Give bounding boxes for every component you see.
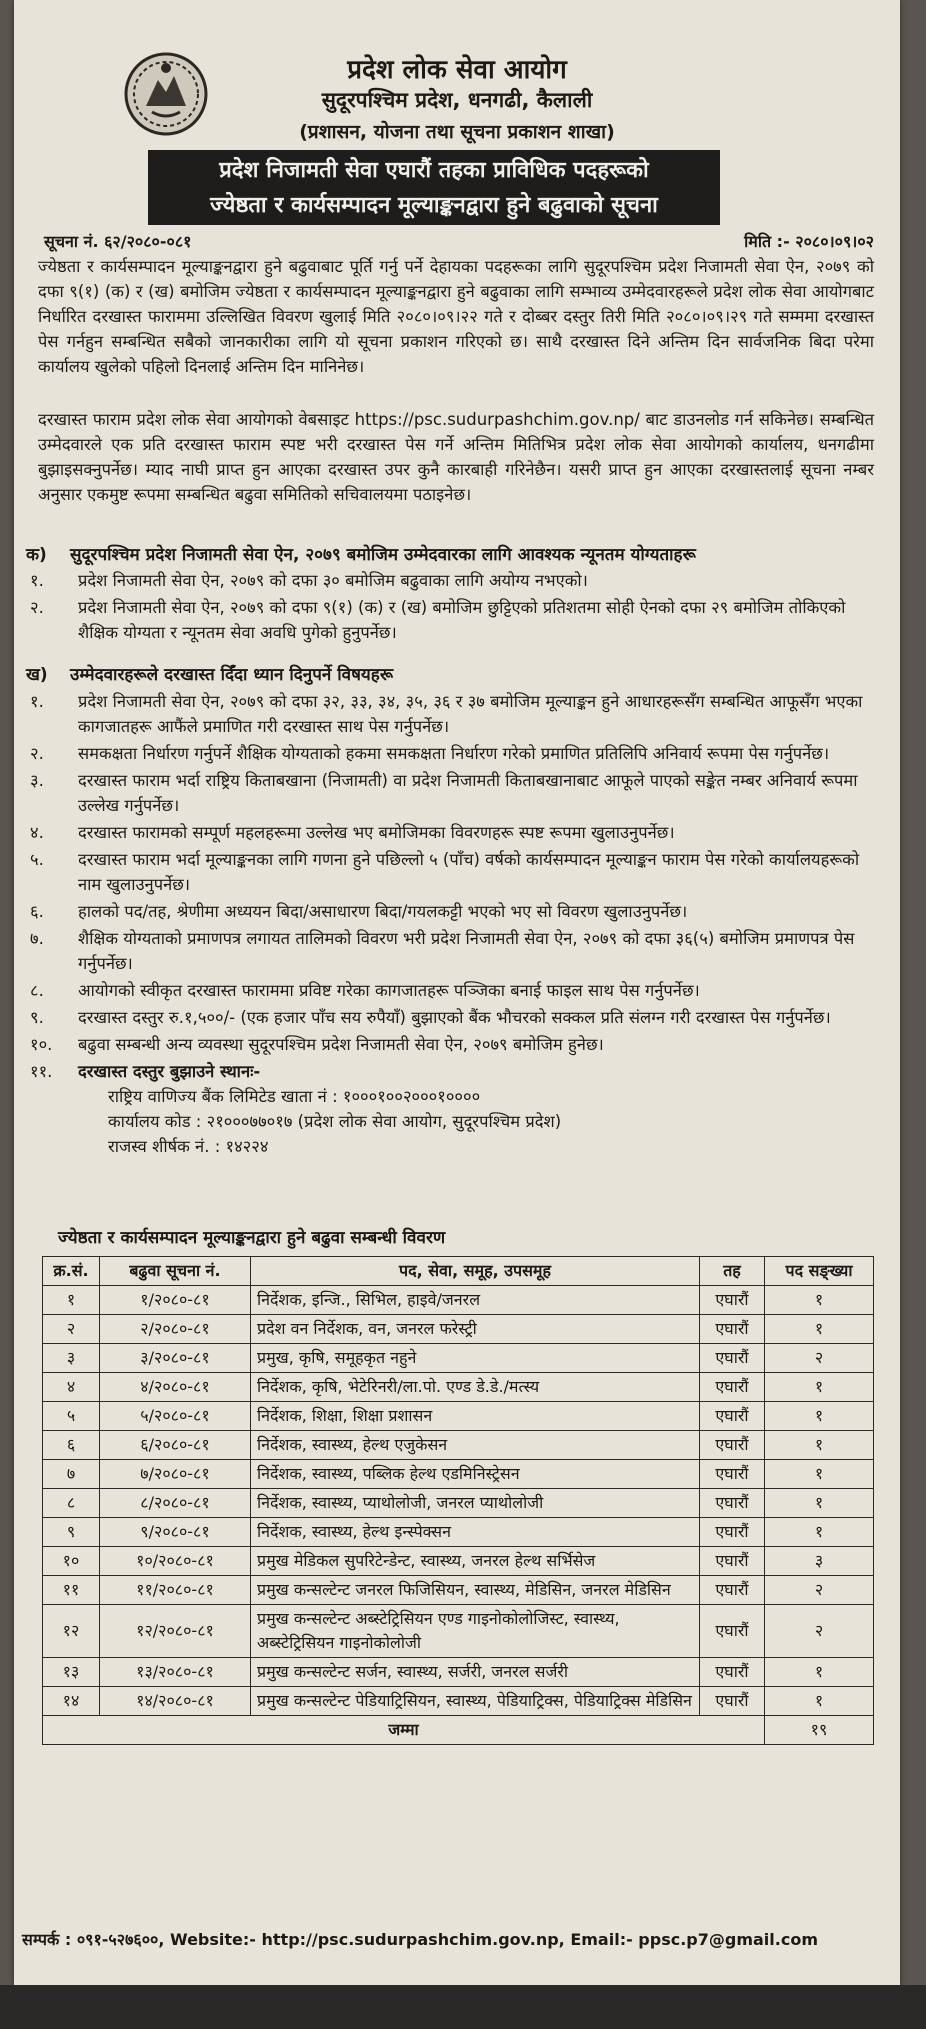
office-code: कार्यालय कोड : २१०००७७०१७ (प्रदेश लोक सेवा आयोग, सुदूरपश्चिम प्रदेश) [108,1112,562,1131]
cell-notice-no: ११/२०८०-८१ [100,1576,251,1605]
promotion-table [42,1256,874,1745]
item-text: बढुवा सम्बन्धी अन्य व्यवस्था सुदूरपश्चिम प्रदेश निजामती सेवा ऐन, २०७९ बमोजिम हुनेछ। [78,1035,604,1054]
cell-level: एघारौं [700,1658,765,1687]
item-text: शैक्षिक योग्यताको प्रमाणपत्र लगायत तालिमको विवरण भरी प्रदेश निजामती सेवा ऐन, २०७९ को दफा ३६(५) बमोजिम प्रमाणपत्र पेस गर्नुपर्नेछ। [78,929,855,973]
background-surface [0,1985,926,2029]
cell-count: १ [765,1286,874,1315]
cell-count: १ [765,1460,874,1489]
cell-sn: ६ [43,1431,100,1460]
section-a-heading [26,542,696,565]
cell-count: १ [765,1315,874,1344]
cell-level: एघारौं [700,1518,765,1547]
section-b-list [28,689,874,1161]
table-row [43,1402,874,1431]
item-text: प्रदेश निजामती सेवा ऐन, २०७९ को दफा ३० बमोजिम बढुवाका लागि अयोग्य नभएको। [78,571,588,590]
cell-count: १ [765,1373,874,1402]
cell-post: निर्देशक, स्वास्थ्य, हेल्थ एजुकेसन [251,1431,700,1460]
item-text: दरखास्त फारामको सम्पूर्ण महलहरूमा उल्लेख भए बमोजिमका विवरणहरू स्पष्ट रूपमा खुलाउनुपर्नेछ। [78,823,675,842]
table-row [43,1373,874,1402]
banner-line-1: प्रदेश निजामती सेवा एघारौं तहका प्राविधिक पदहरूको [219,158,649,183]
list-item [28,978,874,1003]
table-row [43,1460,874,1489]
table-title: ज्येष्ठता र कार्यसम्पादन मूल्याङ्कनद्वारा हुने बढुवा सम्बन्धी विवरण [58,1228,446,1248]
item-number: १. [30,692,44,711]
cell-level: एघारौं [700,1576,765,1605]
cell-sn: ५ [43,1402,100,1431]
cell-level: एघारौं [700,1344,765,1373]
section-a-label: क) [26,545,47,565]
list-item [28,595,874,645]
notice-paper [14,0,900,1985]
total-label: जम्मा [43,1716,765,1745]
col-header-post: पद, सेवा, समूह, उपसमूह [251,1257,700,1286]
cell-notice-no: ३/२०८०-८१ [100,1344,251,1373]
cell-level: एघारौं [700,1460,765,1489]
list-item [28,847,874,897]
section-b-label: ख) [26,665,48,685]
item-number: १. [30,571,44,590]
cell-notice-no: ७/२०८०-८१ [100,1460,251,1489]
item-number: ४. [30,823,44,842]
cell-level: एघारौं [700,1605,765,1658]
instructions-paragraph: दरखास्त फाराम प्रदेश लोक सेवा आयोगको वेबसाइट https://psc.sudurpashchim.gov.np/ बाट डाउनलोड गर्न सकिनेछ। सम्बन्धित उम्मेदवारले एक प्रति दरखास्त फाराम स्पष्ट भरी दरखास्त पेस गर्ने अन्तिम मितिभित्र प्रदेश लोक सेवा आयोगको कार्यालय, धनगढीमा बुझाइसक्नुपर्नेछ। म्याद नाघी प्राप्त हुन आएका दरखास्त उपर कुनै कारबाही गरिनेछैन। यसरी प्राप्त हुन आएका दरखास्तलाई सूचना नम्बर अनुसार एकमुष्ट रूपमा सम्बन्धित बढुवा समितिको सचिवालयमा पठाइनेछ। [38,410,874,504]
cell-sn: ९ [43,1518,100,1547]
cell-post: प्रमुख कन्सल्टेन्ट सर्जन, स्वास्थ्य, सर्जरी, जनरल सर्जरी [251,1658,700,1687]
cell-level: एघारौं [700,1373,765,1402]
item-number: ७. [30,929,44,948]
cell-post: प्रमुख मेडिकल सुपरिटेन्डेन्ट, स्वास्थ्य, जनरल हेल्थ सर्भिसेज [251,1547,700,1576]
cell-level: एघारौं [700,1687,765,1716]
cell-notice-no: ६/२०८०-८१ [100,1431,251,1460]
bank-account: राष्ट्रिय वाणिज्य बैंक लिमिटेड खाता नं : १०००१००२०००१०००० [108,1087,481,1106]
list-item [28,1005,874,1030]
section-a-title: सुदूरपश्चिम प्रदेश निजामती सेवा ऐन, २०७९ बमोजिम उम्मेदवारका लागि आवश्यक न्यूनतम योग्यताहरू [70,545,696,565]
table-row [43,1518,874,1547]
intro-paragraph: ज्येष्ठता र कार्यसम्पादन मूल्याङ्कनद्वारा हुने बढुवाबाट पूर्ति गर्नु पर्ने देहायका पदहरूका लागि सुदूरपश्चिम प्रदेश निजामती सेवा ऐन, २०७९ को दफा ९(१) (क) र (ख) बमोजिम ज्येष्ठता र कार्यसम्पादन मूल्याङ्कनद्वारा हुने बढुवाका लागि सम्भाव्य उम्मेदवारहरूले प्रदेश लोक सेवा आयोगबाट निर्धारित दरखास्त फाराममा उल्लिखित विवरण खुलाई मिति २०८०।०९।२२ गते र दोब्बर दस्तुर तिरी मिति २०८०।०९।२९ गते सम्ममा दरखास्त पेस गर्नहुन सम्बन्धित सबैको जानकारीका लागि यो सूचना प्रकाशन गरिएको छ। साथै दरखास्त दिने अन्तिम दिन सार्वजनिक बिदा परेमा कार्यालय खुलेको पहिलो दिनलाई अन्तिम दिन मानिनेछ। [38,257,874,376]
org-address: सुदूरपश्चिम प्रदेश, धनगढी, कैलाली [321,88,593,112]
cell-count: १ [765,1402,874,1431]
table-row [43,1431,874,1460]
table-row [43,1344,874,1373]
col-header-count: पद सङ्ख्या [765,1257,874,1286]
cell-post: प्रदेश वन निर्देशक, वन, जनरल फरेस्ट्री [251,1315,700,1344]
cell-sn: १ [43,1286,100,1315]
header [14,42,900,147]
item-number: २. [30,744,44,763]
cell-notice-no: ९/२०८०-८१ [100,1518,251,1547]
banner-line-2: ज्येष्ठता र कार्यसम्पादन मूल्याङ्कनद्वारा हुने बढुवाको सूचना [210,193,658,218]
list-item [28,741,874,766]
cell-sn: १३ [43,1658,100,1687]
cell-sn: ७ [43,1460,100,1489]
cell-sn: ८ [43,1489,100,1518]
table-row [43,1658,874,1687]
cell-notice-no: १२/२०८०-८१ [100,1605,251,1658]
cell-notice-no: १३/२०८०-८१ [100,1658,251,1687]
cell-count: १ [765,1687,874,1716]
item-number: १०. [30,1035,53,1054]
table-row [43,1687,874,1716]
cell-sn: १० [43,1547,100,1576]
item-text: दरखास्त दस्तुर रु.१,५००/- (एक हजार पाँच सय रुपैयाँ) बुझाएको बैंक भौचरको सक्कल प्रति संलग्न गरी दरखास्त पेस गर्नुपर्नेछ। [78,1008,831,1027]
cell-sn: १२ [43,1605,100,1658]
item-number: ११. [30,1062,53,1081]
cell-notice-no: ४/२०८०-८१ [100,1373,251,1402]
cell-sn: ११ [43,1576,100,1605]
notice-date: मिति :- २०८०।०९।०२ [744,232,874,251]
list-item [28,689,874,739]
cell-post: प्रमुख, कृषि, समूहकृत नहुने [251,1344,700,1373]
list-item [28,568,874,593]
cell-notice-no: २/२०८०-८१ [100,1315,251,1344]
table-row [43,1605,874,1658]
contact-info: सम्पर्क : ०९१-५२७६००, Website:- http://psc.sudurpashchim.gov.np, Email:- ppsc.p7@gmail.com [22,1930,819,1949]
col-header-sn: क्र.सं. [43,1257,100,1286]
table-row [43,1547,874,1576]
cell-level: एघारौं [700,1489,765,1518]
cell-post: निर्देशक, कृषि, भेटेरिनरी/ला.पो. एण्ड डे.डे./मत्स्य [251,1373,700,1402]
list-item [28,899,874,924]
item-text: दरखास्त फाराम भर्दा मूल्याङ्कनका लागि गणना हुने पछिल्लो ५ (पाँच) वर्षको कार्यसम्पादन मूल्याङ्कन फाराम पेस गरेको कार्यालयहरूको नाम खुलाउनुपर्नेछ। [78,850,860,894]
cell-count: २ [765,1576,874,1605]
list-item [28,768,874,818]
fee-info [28,1059,874,1159]
cell-notice-no: १/२०८०-८१ [100,1286,251,1315]
revenue-head: राजस्व शीर्षक नं. : १४२२४ [108,1137,269,1156]
cell-notice-no: ८/२०८०-८१ [100,1489,251,1518]
cell-sn: ४ [43,1373,100,1402]
org-branch: (प्रशासन, योजना तथा सूचना प्रकाशन शाखा) [299,121,615,143]
list-item [28,1032,874,1057]
cell-sn: ३ [43,1344,100,1373]
list-item [28,926,874,976]
item-number: ६. [30,902,44,921]
cell-level: एघारौं [700,1431,765,1460]
section-b-heading [26,662,393,685]
item-number: ८. [30,981,44,1000]
fee-title: दरखास्त दस्तुर बुझाउने स्थानः- [78,1062,261,1081]
cell-post: निर्देशक, इन्जि., सिभिल, हाइवे/जनरल [251,1286,700,1315]
org-name: प्रदेश लोक सेवा आयोग [347,55,567,85]
table-row [43,1286,874,1315]
section-a-list [28,568,874,647]
cell-count: २ [765,1344,874,1373]
item-text: हालको पद/तह, श्रेणीमा अध्ययन बिदा/असाधारण बिदा/गयलकट्टी भएको भए सो विवरण खुलाउनुपर्नेछ। [78,902,688,921]
table-total-row [43,1716,874,1745]
cell-post: प्रमुख कन्सल्टेन्ट जनरल फिजिसियन, स्वास्थ्य, मेडिसिन, जनरल मेडिसिन [251,1576,700,1605]
cell-level: एघारौं [700,1315,765,1344]
table-header-row [43,1257,874,1286]
item-text: प्रदेश निजामती सेवा ऐन, २०७९ को दफा ९(१) (क) र (ख) बमोजिम छुट्टिएको प्रतिशतमा सोही ऐनको दफा २९ बमोजिम तोकिएको शैक्षिक योग्यता र न्यूनतम सेवा अवधि पुगेको हुनुपर्नेछ। [78,598,846,642]
item-text: दरखास्त फाराम भर्दा राष्ट्रिय किताबखाना (निजामती) वा प्रदेश निजामती किताबखानाबाट आफूले पाएको सङ्केत नम्बर अनिवार्य रूपमा उल्लेख गर्नुपर्नेछ। [78,771,858,815]
cell-count: १ [765,1518,874,1547]
item-number: २. [30,598,44,617]
col-header-level: तह [700,1257,765,1286]
item-text: प्रदेश निजामती सेवा ऐन, २०७९ को दफा ३२, ३३, ३४, ३५, ३६ र ३७ बमोजिम मूल्याङ्कन हुने आधारहरूसँग सम्बन्धित आफूसँग भएका कागजातहरू आफैंले प्रमाणित गरी दरखास्त साथ पेस गर्नुपर्नेछ। [78,692,863,736]
cell-post: निर्देशक, स्वास्थ्य, पब्लिक हेल्थ एडमिनिस्ट्रेसन [251,1460,700,1489]
cell-post: निर्देशक, स्वास्थ्य, प्याथोलोजी, जनरल प्याथोलोजी [251,1489,700,1518]
cell-count: ३ [765,1547,874,1576]
cell-post: निर्देशक, स्वास्थ्य, हेल्थ इन्स्पेक्सन [251,1518,700,1547]
cell-level: एघारौं [700,1547,765,1576]
item-text: समकक्षता निर्धारण गर्नुपर्ने शैक्षिक योग्यताको हकमा समकक्षता निर्धारण गरेको प्रमाणित प्रतिलिपि अनिवार्य रूपमा पेस गर्नुपर्नेछ। [78,744,830,763]
cell-level: एघारौं [700,1402,765,1431]
cell-post: निर्देशक, शिक्षा, शिक्षा प्रशासन [251,1402,700,1431]
cell-notice-no: १४/२०८०-८१ [100,1687,251,1716]
table-row [43,1315,874,1344]
table-row [43,1576,874,1605]
cell-post: प्रमुख कन्सल्टेन्ट पेडियाट्रिसियन, स्वास्थ्य, पेडियाट्रिक्स, पेडियाट्रिक्स मेडिसिन [251,1687,700,1716]
notice-banner [148,150,720,225]
item-number: ९. [30,1008,44,1027]
cell-count: १ [765,1489,874,1518]
item-text: आयोगको स्वीकृत दरखास्त फाराममा प्रविष्ट गरेका कागजातहरू पञ्जिका बनाई फाइल साथ पेस गर्नुपर्नेछ। [78,981,700,1000]
notice-meta [44,230,874,254]
cell-count: २ [765,1605,874,1658]
item-number: ५. [30,850,44,869]
notice-number: सूचना नं. ६२/२०८०-०८१ [44,232,192,251]
cell-notice-no: १०/२०८०-८१ [100,1547,251,1576]
cell-level: एघारौं [700,1286,765,1315]
cell-count: १ [765,1431,874,1460]
item-number: ३. [30,771,44,790]
table-row [43,1489,874,1518]
list-item [28,820,874,845]
section-b-title: उम्मेदवारहरूले दरखास्त दिँदा ध्यान दिनुपर्ने विषयहरू [70,665,394,685]
cell-notice-no: ५/२०८०-८१ [100,1402,251,1431]
cell-count: १ [765,1658,874,1687]
total-value: १९ [765,1716,874,1745]
cell-post: प्रमुख कन्सल्टेन्ट अब्स्टेट्रिसियन एण्ड गाइनोकोलोजिस्ट, स्वास्थ्य, अब्स्टेट्रिसियन गाइनोकोलोजी [251,1605,700,1658]
col-header-notice-no: बढुवा सूचना नं. [100,1257,251,1286]
cell-sn: १४ [43,1687,100,1716]
cell-sn: २ [43,1315,100,1344]
